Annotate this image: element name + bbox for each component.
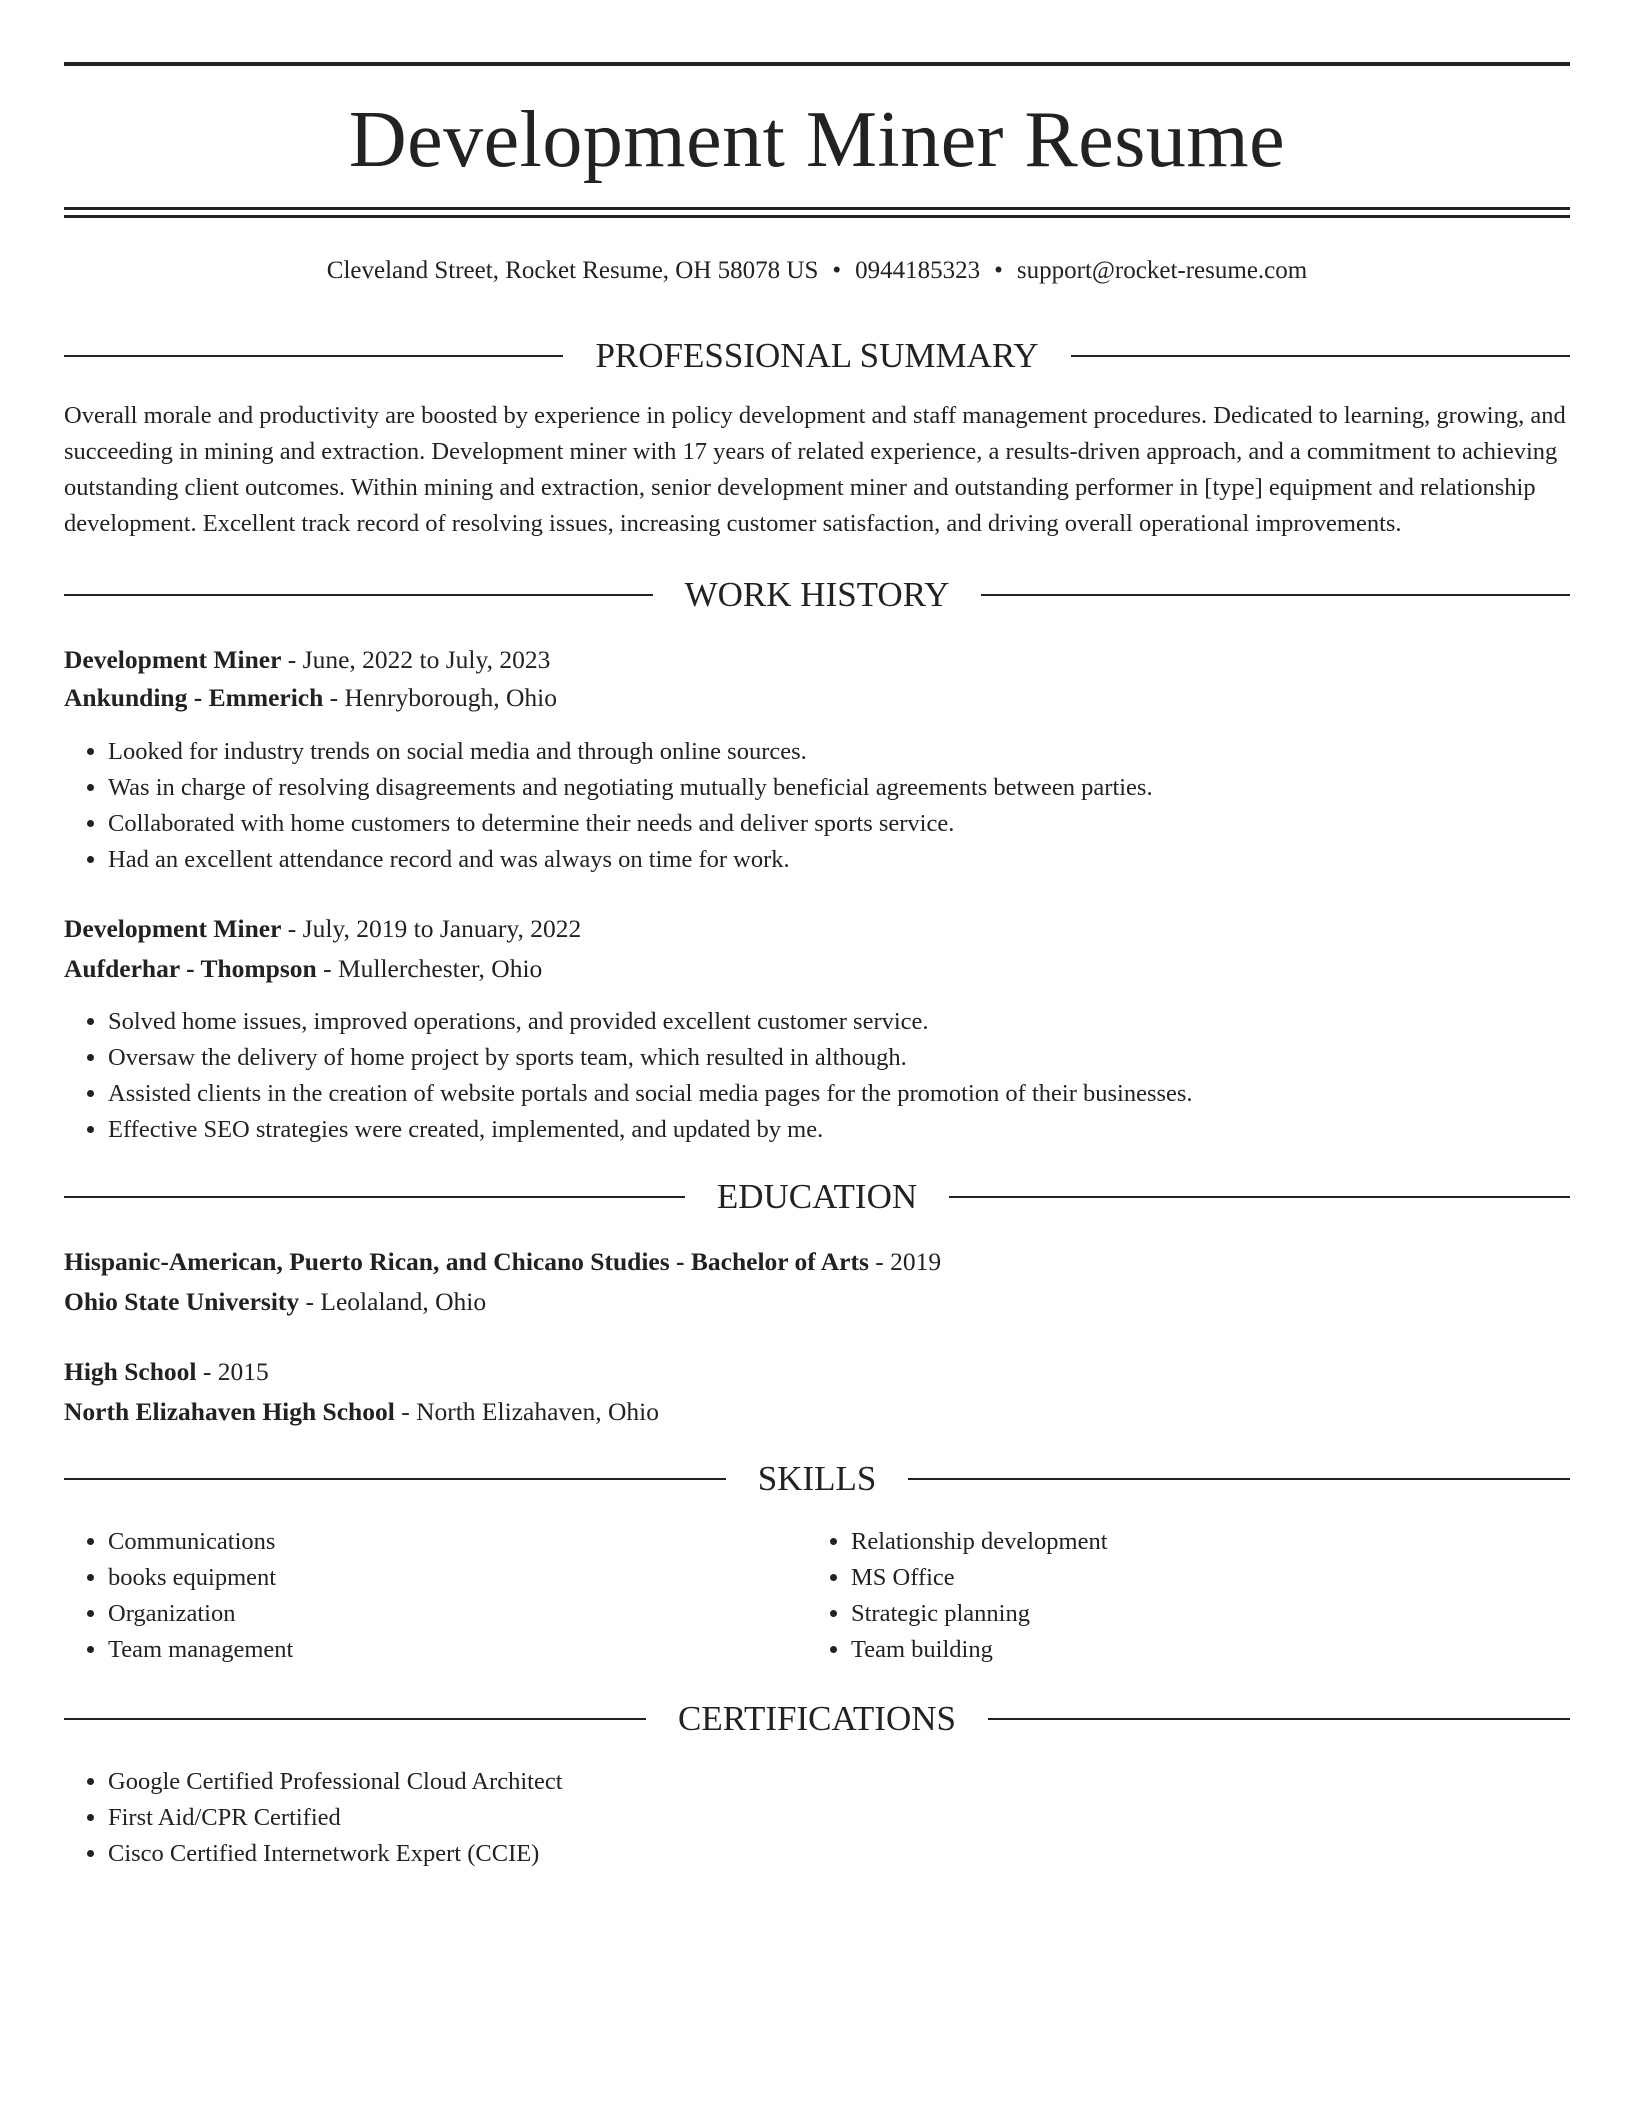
- heading-rule-right: [1071, 355, 1570, 357]
- list-item: • Oversaw the delivery of home project by sports team, which resulted in although.: [108, 1040, 1614, 1076]
- education-location: - Leolaland, Ohio: [299, 1287, 487, 1316]
- job-company: Aufderhar - Thompson: [64, 954, 317, 983]
- job-company: Ankunding - Emmerich: [64, 683, 324, 712]
- list-item: • Strategic planning: [851, 1596, 1551, 1632]
- education-school-line: [64, 1392, 1570, 1432]
- job-company-line: [64, 949, 1570, 989]
- job-dates: - July, 2019 to January, 2022: [281, 914, 582, 943]
- list-item: • Team building: [851, 1632, 1551, 1668]
- contact-address: Cleveland Street, Rocket Resume, OH 58078 US: [326, 257, 819, 284]
- job-title: Development Miner: [64, 645, 282, 674]
- job-bullet-list: [64, 1004, 1614, 1148]
- list-item: • Organization: [108, 1596, 808, 1632]
- section-title-education: EDUCATION: [716, 1177, 918, 1216]
- list-item: • Solved home issues, improved operations, and provided excellent customer service.: [108, 1004, 1614, 1040]
- section-title-work-history: WORK HISTORY: [684, 575, 950, 614]
- education-year: - 2019: [868, 1247, 942, 1276]
- heading-rule-right: [988, 1718, 1570, 1720]
- education-school-line: [64, 1282, 1570, 1322]
- job-title-line: [64, 909, 1570, 949]
- contact-line: [64, 254, 1570, 288]
- header-rule-lower: [64, 215, 1570, 218]
- list-item: • Had an excellent attendance record and was always on time for work.: [108, 842, 1614, 878]
- certifications-list: [64, 1764, 1614, 1872]
- list-item: • Google Certified Professional Cloud Architect: [108, 1764, 1614, 1800]
- job-title: Development Miner: [64, 914, 282, 943]
- education-degree-line: [64, 1352, 1570, 1392]
- contact-phone: 0944185323: [855, 257, 981, 284]
- heading-rule-left: [64, 355, 563, 357]
- list-item: • Relationship development: [851, 1524, 1551, 1560]
- job-location: - Henryborough, Ohio: [323, 683, 558, 712]
- list-item: • Team management: [108, 1632, 808, 1668]
- section-heading-certifications: [64, 1697, 1570, 1741]
- heading-rule-left: [64, 1196, 685, 1198]
- skills-list-left: [64, 1524, 808, 1668]
- heading-rule-left: [64, 594, 653, 596]
- list-item: • First Aid/CPR Certified: [108, 1800, 1614, 1836]
- job-dates: - June, 2022 to July, 2023: [281, 645, 551, 674]
- header-top-rule: [64, 62, 1570, 66]
- section-heading-work-history: [64, 573, 1570, 617]
- skills-list-right: [807, 1524, 1551, 1668]
- education-location: - North Elizahaven, Ohio: [394, 1397, 659, 1426]
- section-title-certifications: CERTIFICATIONS: [678, 1699, 956, 1738]
- heading-rule-right: [908, 1478, 1570, 1480]
- job-company-line: [64, 678, 1570, 718]
- list-item: • Collaborated with home customers to determine their needs and deliver sports service.: [108, 806, 1614, 842]
- list-item: • Assisted clients in the creation of website portals and social media pages for the promotion of their businesses.: [108, 1076, 1614, 1112]
- section-heading-summary: [64, 334, 1570, 378]
- education-school: Ohio State University: [64, 1287, 300, 1316]
- heading-rule-left: [64, 1478, 726, 1480]
- contact-separator: •: [994, 257, 1003, 284]
- section-heading-skills: [64, 1457, 1570, 1501]
- heading-rule-left: [64, 1718, 646, 1720]
- job-location: - Mullerchester, Ohio: [316, 954, 543, 983]
- education-degree-line: [64, 1242, 1570, 1282]
- list-item: • Cisco Certified Internetwork Expert (CCIE): [108, 1836, 1614, 1872]
- education-degree: Hispanic-American, Puerto Rican, and Chicano Studies - Bachelor of Arts: [64, 1247, 869, 1276]
- section-title-skills: SKILLS: [757, 1459, 877, 1498]
- heading-rule-right: [981, 594, 1570, 596]
- list-item: • Communications: [108, 1524, 808, 1560]
- summary-paragraph: Overall morale and productivity are boosted by experience in policy development and staff management procedures. Dedicated to learning, growing, and succeeding in mining and extraction. Development miner with 17 years of related experience, a results-driven approach, and a commitment to achieving outstanding client outcomes. Within mining and extraction, senior development miner and outstanding performer in [type] equipment and relationship development. Excellent track record of resolving issues, increasing customer satisfaction, and driving overall operational improvements.: [64, 402, 1566, 537]
- list-item: • Was in charge of resolving disagreements and negotiating mutually beneficial agreements between parties.: [108, 770, 1614, 806]
- education-school: North Elizahaven High School: [64, 1397, 395, 1426]
- contact-email[interactable]: support@rocket-resume.com: [1016, 257, 1308, 284]
- resume-title: Development Miner Resume: [348, 96, 1286, 184]
- education-year: - 2015: [196, 1357, 269, 1386]
- list-item: • Looked for industry trends on social media and through online sources.: [108, 734, 1614, 770]
- list-item: • Effective SEO strategies were created, implemented, and updated by me.: [108, 1112, 1614, 1148]
- job-title-line: [64, 640, 1570, 680]
- education-degree: High School: [64, 1357, 197, 1386]
- contact-separator: •: [832, 257, 842, 284]
- job-bullet-list: [64, 734, 1614, 878]
- list-item: • MS Office: [851, 1560, 1551, 1596]
- section-title-summary: PROFESSIONAL SUMMARY: [595, 336, 1039, 375]
- list-item: • books equipment: [108, 1560, 808, 1596]
- header-rule-upper: [64, 207, 1570, 210]
- section-heading-education: [64, 1175, 1570, 1219]
- heading-rule-right: [949, 1196, 1570, 1198]
